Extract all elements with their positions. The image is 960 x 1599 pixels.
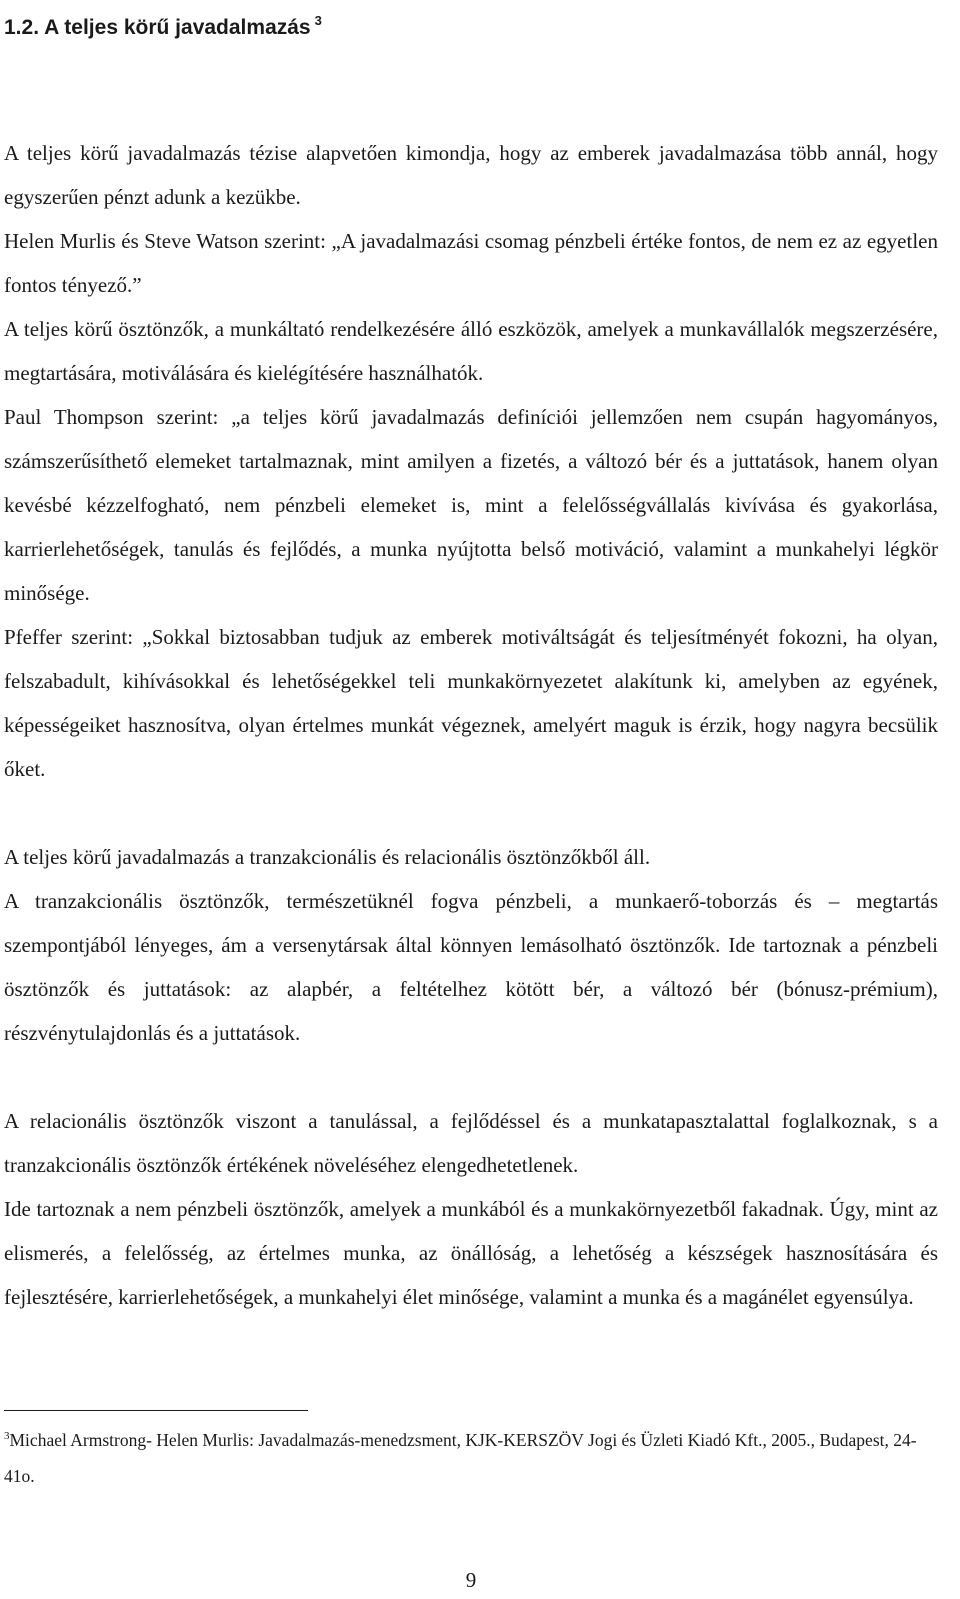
footnote-text: Michael Armstrong- Helen Murlis: Javadalmazás-menedzsment, KJK-KERSZÖV Jogi és Üzleti Kiadó Kft., 2005., Budapest, 24-41o.: [4, 1430, 917, 1486]
footnote-separator: [4, 1410, 308, 1411]
footnote: [4, 1418, 938, 1494]
body-block-1: [4, 131, 938, 1319]
paragraph-transactional: A tranzakcionális ösztönzők, természetüknél fogva pénzbeli, a munkaerő-toborzás és – megtartás szempontjából lényeges, ám a versenytársak által könnyen lemásolható ösztönzők. Ide tartoznak a pénzbeli ösztönzők és juttatások: az alapbér, a feltételhez kötött bér, a változó bér (bónusz-prémium), részvénytulajdonlás és a juttatások.: [4, 889, 938, 1045]
paragraph-pfeffer: Pfeffer szerint: „Sokkal biztosabban tudjuk az emberek motiváltságát és teljesítményét fokozni, ha olyan, felszabadult, kihívásokkal és lehetőségekkel teli munkakörnyezetet alakítunk ki, amelyben az egyének, képességeiket hasznosítva, olyan értelmes munkát végeznek, amelyért maguk is érzik, hogy nagyra becsülik őket.: [4, 625, 938, 781]
paragraph-composition: A teljes körű javadalmazás a tranzakcionális és relacionális ösztönzőkből áll.: [4, 845, 651, 869]
section-heading: [4, 2, 322, 47]
paragraph-relational: A relacionális ösztönzők viszont a tanulással, a fejlődéssel és a munkatapasztalattal foglalkoznak, s a tranzakcionális ösztönzők értékének növeléséhez elengedhetetlenek.: [4, 1109, 938, 1177]
page-number: 9: [465, 1568, 477, 1592]
footnote-reference: 3: [314, 13, 322, 28]
paragraph-thompson: Paul Thompson szerint: „a teljes körű javadalmazás definíciói jellemzően nem csupán hagyományos, számszerűsíthető elemeket tartalmaznak, mint amilyen a fizetés, a változó bér és a juttatások, hanem olyan kevésbé kézzelfogható, nem pénzbeli elemeket is, mint a felelősségvállalás kivívása és gyakorlása, karrierlehetőségek, tanulás és fejlődés, a munka nyújtotta belső motiváció, valamint a munkahelyi légkör minősége.: [4, 405, 938, 605]
paragraph-intro: A teljes körű javadalmazás tézise alapvetően kimondja, hogy az emberek javadalmazása több annál, hogy egyszerűen pénzt adunk a kezükbe.: [4, 141, 938, 209]
paragraph-total-rewards: A teljes körű ösztönzők, a munkáltató rendelkezésére álló eszközök, amelyek a munkavállalók megszerzésére, megtartására, motiválására és kielégítésére használhatók.: [4, 317, 938, 385]
paragraph-murlis-watson: Helen Murlis és Steve Watson szerint: „A javadalmazási csomag pénzbeli értéke fontos, de nem ez az egyetlen fontos tényező.”: [4, 229, 938, 297]
section-heading-text: 1.2. A teljes körű javadalmazás: [4, 16, 311, 39]
paragraph-non-monetary: Ide tartoznak a nem pénzbeli ösztönzők, amelyek a munkából és a munkakörnyezetből fakadnak. Úgy, mint az elismerés, a felelősség, az értelmes munka, az önállóság, a lehetőség a készségek hasznosítására és fejlesztésére, karrierlehetőségek, a munkahelyi élet minősége, valamint a munka és a magánélet egyensúlya.: [4, 1197, 938, 1309]
footnote-marker: 3: [4, 1430, 10, 1442]
